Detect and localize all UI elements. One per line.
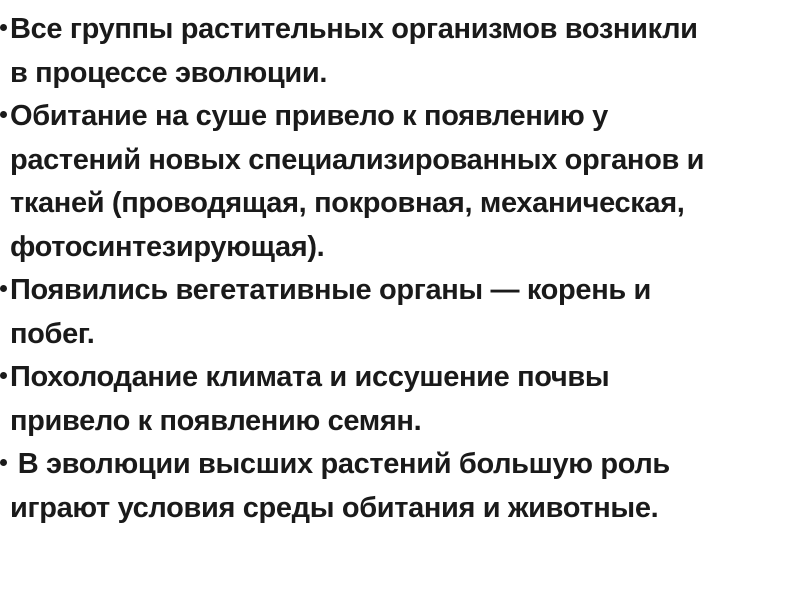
bullet-item bbox=[0, 8, 800, 95]
bullet-text-line: Похолодание климата и иссушение почвы bbox=[10, 361, 610, 393]
bullet-text-line: растений новых специализированных органов и bbox=[10, 143, 705, 176]
bullet-dot-icon bbox=[0, 111, 7, 118]
bullet-item bbox=[0, 356, 800, 443]
bullet-item bbox=[0, 443, 800, 530]
bullet-dot-icon bbox=[0, 372, 7, 379]
bullet-list bbox=[0, 8, 800, 530]
bullet-dot-icon bbox=[0, 459, 7, 466]
bullet-text-line: В эволюции высших растений большую роль bbox=[10, 448, 670, 480]
bullet-text-line: Появились вегетативные органы — корень и bbox=[10, 274, 652, 306]
bullet-text-line: Все группы растительных организмов возникли bbox=[10, 13, 698, 45]
bullet-text-line: в процессе эволюции. bbox=[10, 56, 328, 89]
bullet-text-line: играют условия среды обитания и животные. bbox=[10, 491, 659, 524]
bullet-text-line: Обитание на суше привело к появлению у bbox=[10, 100, 608, 132]
bullet-text-line: фотосинтезирующая). bbox=[10, 230, 325, 263]
bullet-item bbox=[0, 269, 800, 356]
bullet-text-line: привело к появлению семян. bbox=[10, 404, 422, 437]
bullet-dot-icon bbox=[0, 285, 7, 292]
bullet-item bbox=[0, 95, 800, 269]
bullet-dot-icon bbox=[0, 24, 7, 31]
bullet-text-line: побег. bbox=[10, 317, 95, 350]
bullet-text-line: тканей (проводящая, покровная, механическая, bbox=[10, 187, 685, 219]
